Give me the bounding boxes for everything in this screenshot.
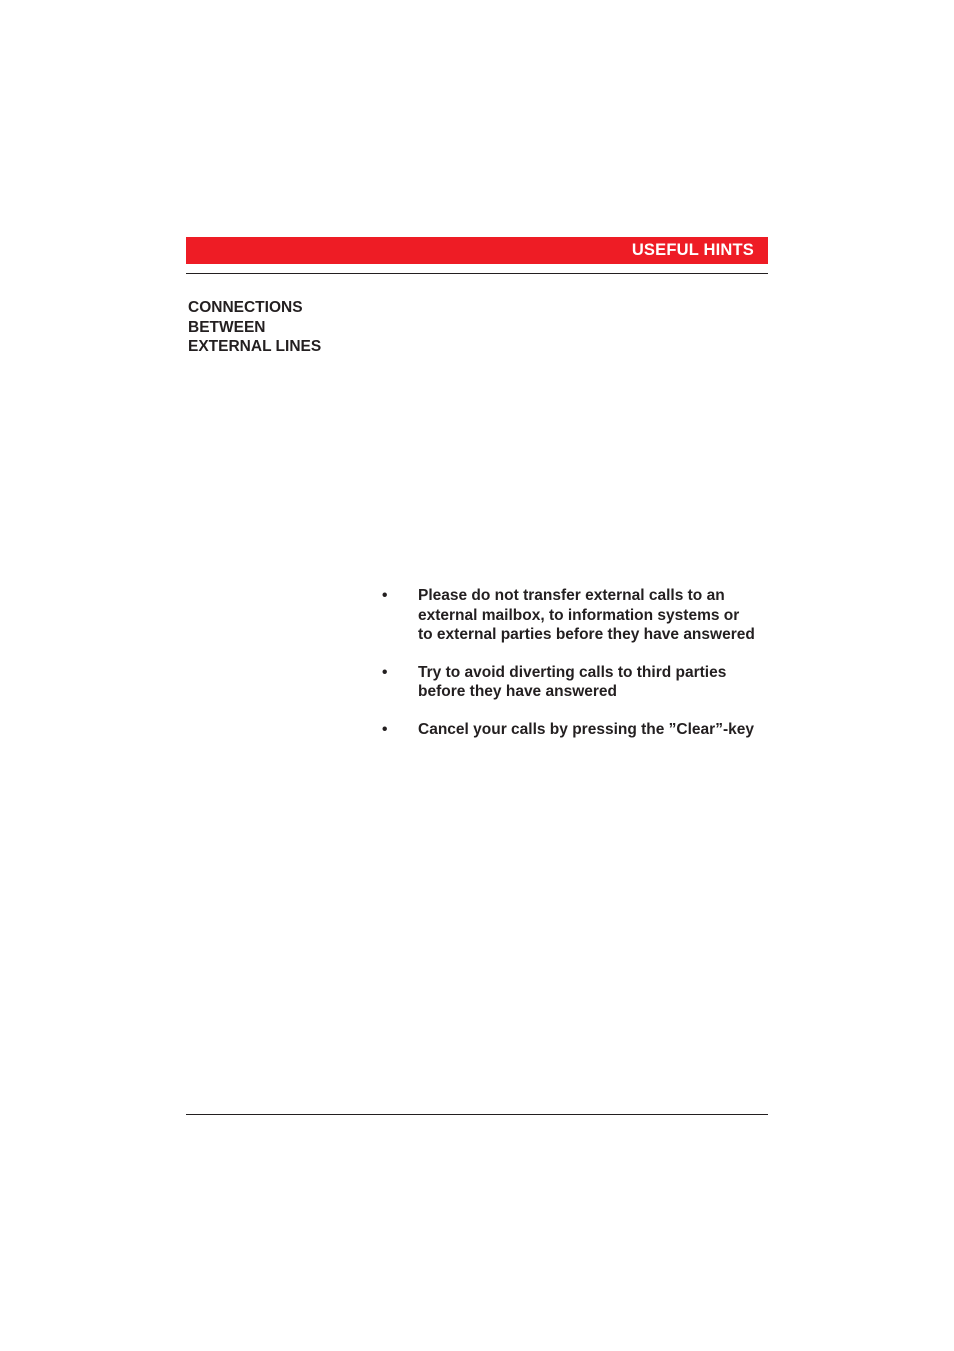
section-heading-line: EXTERNAL LINES bbox=[188, 338, 322, 355]
hint-text-line: Please do not transfer external calls to an bbox=[418, 587, 725, 604]
hint-text-line: to external parties before they have answered bbox=[418, 626, 755, 643]
section-heading-line: BETWEEN bbox=[188, 318, 266, 336]
hint-text-line: Cancel your calls by pressing the ”Clear”-key bbox=[418, 720, 754, 738]
hint-item bbox=[382, 720, 772, 740]
bullet-icon: • bbox=[382, 663, 388, 681]
bullet-icon: • bbox=[382, 587, 388, 604]
hint-text-line: before they have answered bbox=[418, 683, 617, 700]
hint-text-line: Try to avoid diverting calls to third parties bbox=[418, 663, 727, 681]
hint-item bbox=[382, 586, 772, 645]
header-title: USEFUL HINTS bbox=[631, 241, 754, 259]
hints-list bbox=[382, 586, 772, 739]
section-header-bar bbox=[186, 237, 768, 264]
section-heading bbox=[188, 298, 368, 357]
hint-text-line: external mailbox, to information systems or bbox=[418, 606, 740, 624]
top-divider bbox=[186, 273, 768, 274]
bottom-divider bbox=[186, 1114, 768, 1115]
bullet-icon: • bbox=[382, 720, 388, 738]
hint-item bbox=[382, 663, 772, 702]
section-heading-line: CONNECTIONS bbox=[188, 299, 303, 316]
